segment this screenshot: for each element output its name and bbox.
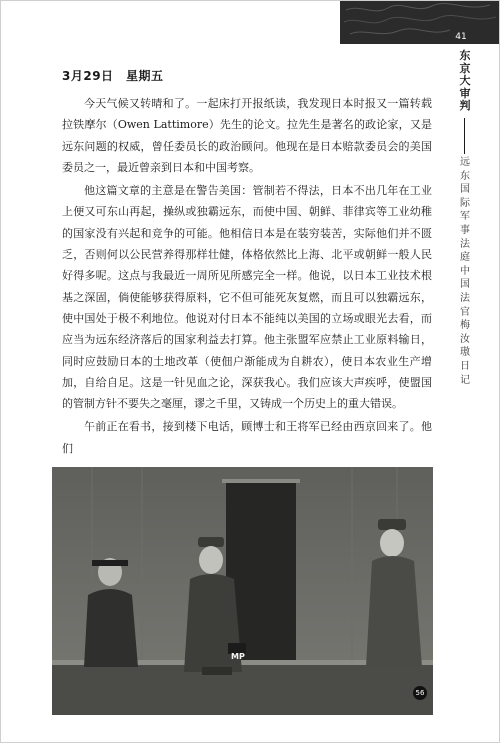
- header-corner-decoration: [340, 0, 500, 44]
- diary-entry-date: 3月29日 星期五: [62, 69, 164, 83]
- photo-scene: [52, 467, 433, 715]
- photo-corner-badge: 56: [413, 686, 427, 700]
- book-subtitle-vertical: 远东国际军事法庭中国法官梅汝璈日记: [460, 157, 470, 386]
- paragraph-2: 他这篇文章的主意是在警告美国：管制若不得法，日本不出几年在工业上便又可东山再起，操纵或独霸远东，而使中国、朝鲜、菲律宾等工业幼稚的国家没有兴起和竞争的可能。他相信日本是在装穷装苦，实际他们并不匮乏，否则何以公民营养得那样壮健，体格依然比上海、北平或朝鲜一般人民好得多呢。这点与我最近一周所见所感完全一样。他说，以日本工业技术根基之深固，倘使能够获得原料，它不但可能死灰复燃，而且可以独霸远东，使中国处于极不利地位。他说对付日本不能纯以美国的立场或眼光去看，而应当为远东经济落后的国家利益去打算。他主张盟军应禁止工业原料输日，同时应鼓励日本的土地改革（使佃户渐能成为自耕农），使日本农业生产增加，自给自足。这是一针见血之论，深获我心。我们应该大声疾呼，使盟国的管制方针不要失之毫厘，谬之千里，又铸成一个历史上的重大错误。: [62, 184, 432, 411]
- title-divider: [464, 118, 465, 154]
- page-number: 41: [452, 30, 470, 44]
- paragraph-1: 今天气候又转晴和了。一起床打开报纸读，我发现日本时报又一篇转载拉铁摩尔（Owen Lattimore）先生的论文。拉先生是著名的政论家，又是远东问题的权威，曾任委员长的政治顾问。他现在是日本赔款委员会的美国委员之一，最近曾亲到日本和中国考察。: [62, 97, 432, 174]
- mp-armband-text: MP: [231, 652, 245, 661]
- paragraph-3: 午前正在看书，接到楼下电话，顾博士和王将军已经由西京回来了。他们: [62, 420, 432, 455]
- handwriting-texture: [340, 0, 500, 44]
- diary-body: [62, 93, 432, 461]
- tribunal-photograph: [52, 467, 433, 715]
- book-title-vertical: 东京大审判: [459, 49, 471, 112]
